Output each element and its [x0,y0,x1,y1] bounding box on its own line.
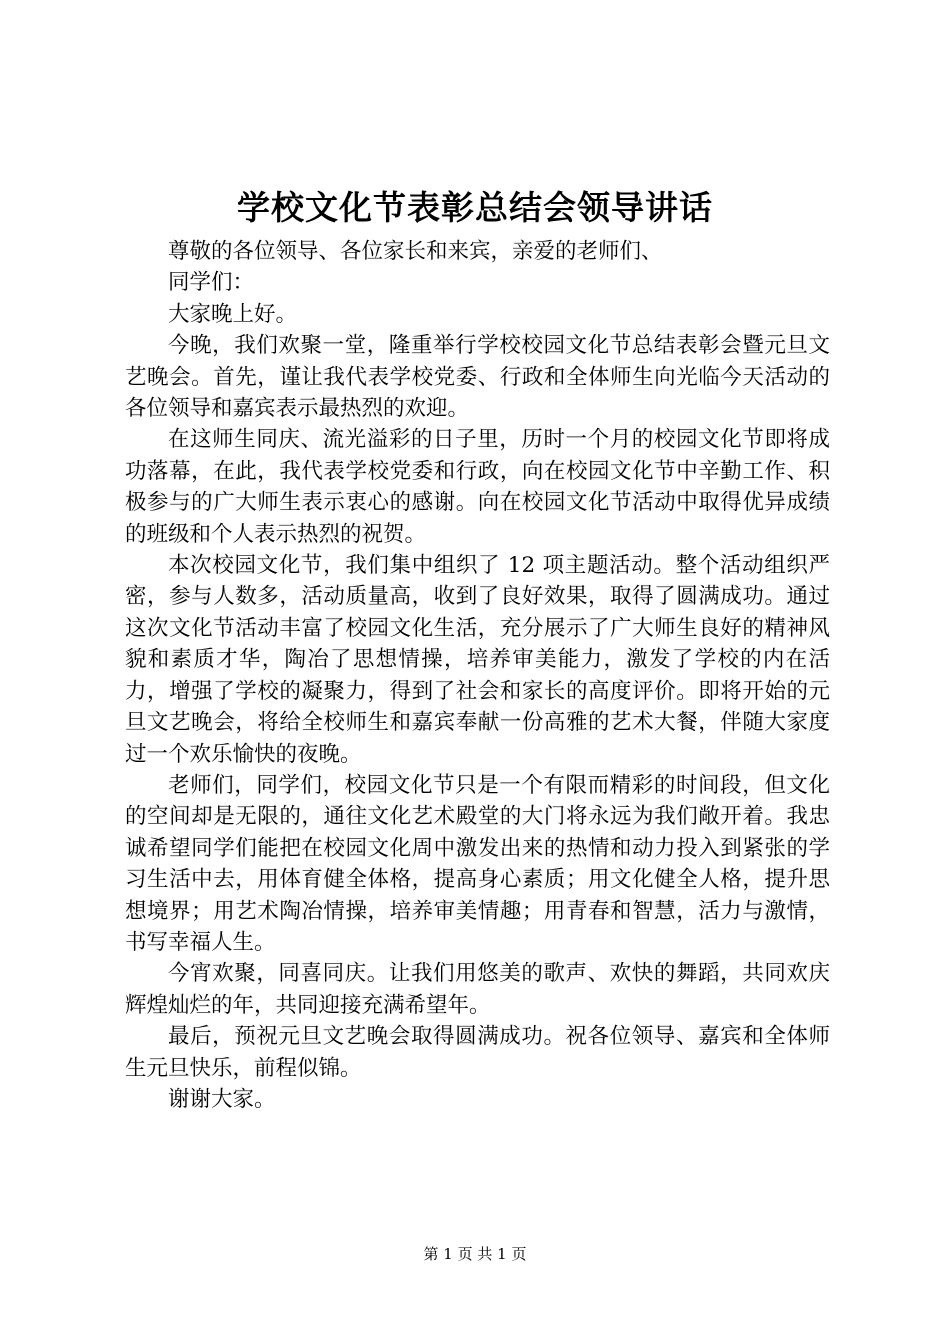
paragraph: 老师们，同学们，校园文化节只是一个有限而精彩的时间段，但文化的空间却是无限的，通往文化艺术殿堂的大门将永远为我们敞开着。我忠诚希望同学们能把在校园文化周中激发出来的热情和动力投入到紧张的学习生活中去，用体育健全体格，提高身心素质；用文化健全人格，提升思想境界；用艺术陶冶情操，培养审美情趣；用青春和智慧，活力与激情，书写幸福人生。 [125,772,830,955]
salutation-line-2: 同学们： [168,270,255,296]
paragraph: 今宵欢聚，同喜同庆。让我们用悠美的歌声、欢快的舞蹈，共同欢庆辉煌灿烂的年，共同迎接充满希望年。 [125,961,830,1018]
closing: 谢谢大家。 [168,1086,276,1112]
salutation-line-1: 尊敬的各位领导、各位家长和来宾，亲爱的老师们、 [168,239,663,264]
paragraph: 本次校园文化节，我们集中组织了 12 项主题活动。整个活动组织严密，参与人数多，活动质量高，收到了良好效果，取得了圆满成功。通过这次文化节活动丰富了校园文化生活，充分展示了广大师生良好的精神风貌和素质才华，陶冶了思想情操，培养审美能力，激发了学校的内在活力，增强了学校的凝聚力，得到了社会和家长的高度评价。即将开始的元旦文艺晚会，将给全校师生和嘉宾奉献一份高雅的艺术大餐，伴随大家度过一个欢乐愉快的夜晚。 [125,553,830,767]
document-body [125,236,830,1115]
paragraph: 最后，预祝元旦文艺晚会取得圆满成功。祝各位领导、嘉宾和全体师生元旦快乐，前程似锦。 [125,1024,830,1081]
greeting: 大家晚上好。 [168,301,298,327]
document-title: 学校文化节表彰总结会领导讲话 [237,188,713,227]
paragraph: 今晚，我们欢聚一堂，隆重举行学校校园文化节总结表彰会暨元旦文艺晚会。首先，谨让我代表学校党委、行政和全体师生向光临今天活动的各位领导和嘉宾表示最热烈的欢迎。 [125,333,830,422]
page-footer: 第 1 页 共 1 页 [423,1245,527,1263]
paragraph: 在这师生同庆、流光溢彩的日子里，历时一个月的校园文化节即将成功落幕，在此，我代表学校党委和行政，向在校园文化节中辛勤工作、积极参与的广大师生表示衷心的感谢。向在校园文化节活动中取得优异成绩的班级和个人表示热烈的祝贺。 [125,427,830,547]
